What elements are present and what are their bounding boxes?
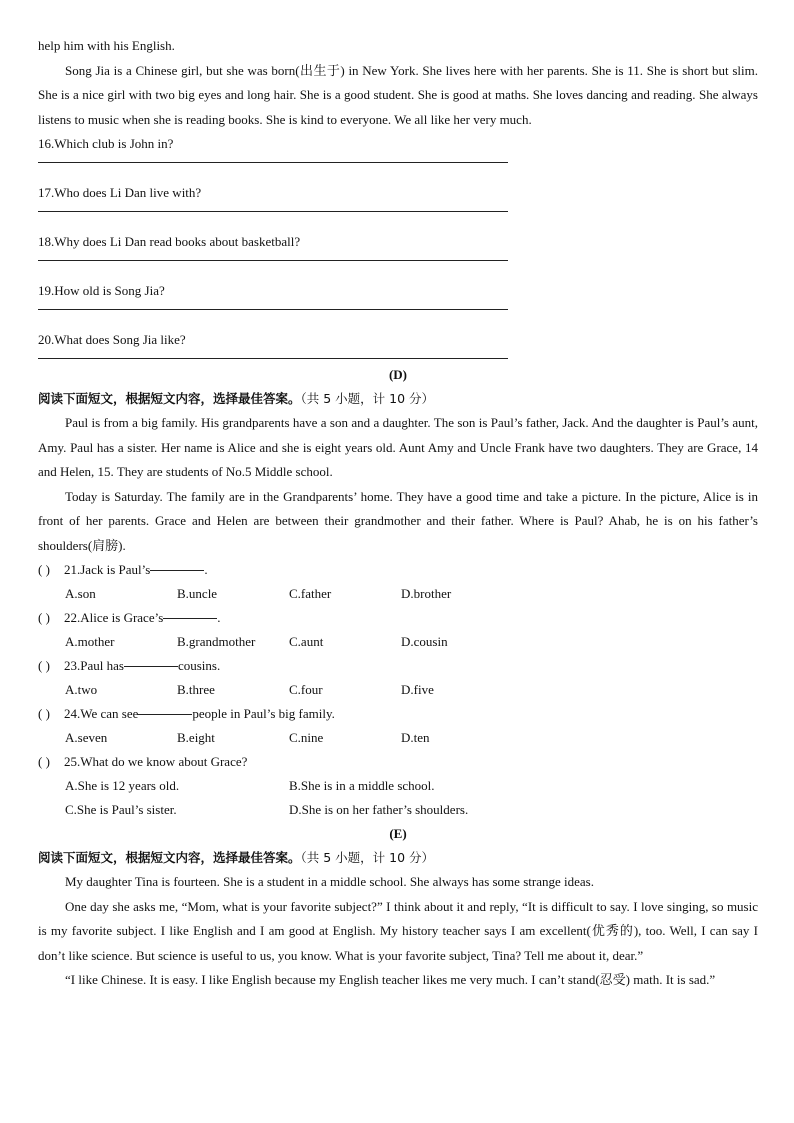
option-a[interactable]: A.son	[65, 586, 96, 601]
question-22	[38, 606, 758, 654]
option-b[interactable]: B.grandmother	[177, 634, 256, 649]
section-e-title: (E)	[389, 826, 407, 841]
option-c[interactable]: C.four	[289, 682, 323, 697]
passage-c-songjia-paragraph: Song Jia is a Chinese girl, but she was born(出生于) in New York. She lives here with her parents. She is 11. She is short but slim. She is a nice girl with two big eyes and long hair. She is a good student. She is good at maths. She loves dancing and reading. She always listens to music when she is reading books. She is kind to everyone. We all like her very much.	[38, 62, 758, 127]
option-b[interactable]: B.eight	[177, 730, 215, 745]
answer-line-16[interactable]	[38, 162, 508, 163]
option-a[interactable]: A.She is 12 years old.	[65, 778, 180, 793]
question-17: 17.Who does Li Dan live with?	[38, 185, 202, 200]
question-stem: 21.Jack is Paul’s	[64, 562, 151, 577]
question-stem: 23.Paul has	[64, 658, 124, 673]
option-c[interactable]: C.aunt	[289, 634, 324, 649]
question-stem-end: people in Paul’s big family.	[192, 706, 335, 721]
section-e-paragraph-1: My daughter Tina is fourteen. She is a student in a middle school. She always has some strange ideas.	[65, 874, 594, 889]
option-d[interactable]: D.cousin	[401, 634, 448, 649]
fill-blank	[163, 606, 217, 619]
worksheet-page	[38, 34, 758, 993]
fill-blank	[150, 558, 204, 571]
answer-bracket[interactable]: ( )	[38, 754, 50, 769]
section-e-paragraph-2: One day she asks me, “Mom, what is your favorite subject?” I think about it and reply, “It is difficult to say. I love singing, so music is my favorite subject. I like English and I am good at English. My history teacher says I am excellent(优秀的), too. Well, I can say I don’t like science. But science is useful to us, you know. What is your favorite subject, Tina? Tell me about it, dear.”	[38, 898, 758, 963]
section-e-instruction-text: 阅读下面短文，根据短文内容，选择最佳答案。	[38, 850, 301, 865]
section-e-instruction-tail: （共 5 小题，计 10 分）	[300, 850, 435, 865]
option-d[interactable]: D.brother	[401, 586, 452, 601]
question-stem: 25.What do we know about Grace?	[64, 754, 248, 769]
question-24	[38, 702, 758, 750]
answer-bracket[interactable]: ( )	[38, 658, 50, 673]
question-19: 19.How old is Song Jia?	[38, 283, 165, 298]
section-e-instruction	[38, 846, 758, 870]
question-stem: 24.We can see	[64, 706, 139, 721]
question-stem: 22.Alice is Grace’s	[64, 610, 164, 625]
answer-line-20[interactable]	[38, 358, 508, 359]
section-d-instruction-text: 阅读下面短文，根据短文内容，选择最佳答案。	[38, 391, 301, 406]
option-c[interactable]: C.She is Paul’s sister.	[65, 802, 177, 817]
section-d-paragraph-2: Today is Saturday. The family are in the Grandparents’ home. They have a good time and take a picture. In the picture, Alice is in front of her parents. Grace and Helen are between their grandmother and their father. Where is Paul? Ahab, he is on his father’s shoulders(肩膀).	[38, 488, 758, 553]
question-21	[38, 558, 758, 606]
question-16: 16.Which club is John in?	[38, 136, 174, 151]
option-c[interactable]: C.father	[289, 586, 332, 601]
answer-bracket[interactable]: ( )	[38, 706, 50, 721]
option-a[interactable]: A.two	[65, 682, 98, 697]
answer-line-17[interactable]	[38, 211, 508, 212]
question-stem-end: .	[217, 610, 221, 625]
section-d-instruction-tail: （共 5 小题，计 10 分）	[300, 391, 435, 406]
option-b[interactable]: B.uncle	[177, 586, 218, 601]
answer-line-19[interactable]	[38, 309, 508, 310]
section-d-title: (D)	[388, 367, 408, 382]
passage-c-continuation: help him with his English.	[38, 38, 175, 53]
option-d[interactable]: D.five	[401, 682, 434, 697]
answer-line-18[interactable]	[38, 260, 508, 261]
option-c[interactable]: C.nine	[289, 730, 324, 745]
section-d-instruction	[38, 387, 758, 411]
option-a[interactable]: A.seven	[65, 730, 108, 745]
section-d-paragraph-1: Paul is from a big family. His grandparents have a son and a daughter. The son is Paul’s father, Jack. And the daughter is Paul’s aunt, Amy. Paul has a sister. Her name is Alice and she is eight years old. Aunt Amy and Uncle Frank have two daughters. They are Grace, 14 and Helen, 15. They are students of No.5 Middle school.	[38, 415, 758, 479]
question-stem-end: .	[204, 562, 208, 577]
option-b[interactable]: B.three	[177, 682, 215, 697]
option-d[interactable]: D.ten	[401, 730, 430, 745]
question-18: 18.Why does Li Dan read books about basketball?	[38, 234, 301, 249]
option-d[interactable]: D.She is on her father’s shoulders.	[289, 802, 469, 817]
fill-blank	[124, 654, 178, 667]
question-stem-end: cousins.	[177, 658, 221, 673]
option-b[interactable]: B.She is in a middle school.	[289, 778, 435, 793]
fill-blank	[138, 702, 192, 715]
option-a[interactable]: A.mother	[65, 634, 115, 649]
question-23	[38, 654, 758, 702]
answer-bracket[interactable]: ( )	[38, 562, 50, 577]
answer-bracket[interactable]: ( )	[38, 610, 50, 625]
question-20: 20.What does Song Jia like?	[38, 332, 186, 347]
section-e-paragraph-3: “I like Chinese. It is easy. I like English because my English teacher likes me very much. I can’t stand(忍受) math. It is sad.”	[65, 972, 716, 987]
question-25	[38, 750, 758, 822]
short-answer-questions	[38, 132, 758, 359]
